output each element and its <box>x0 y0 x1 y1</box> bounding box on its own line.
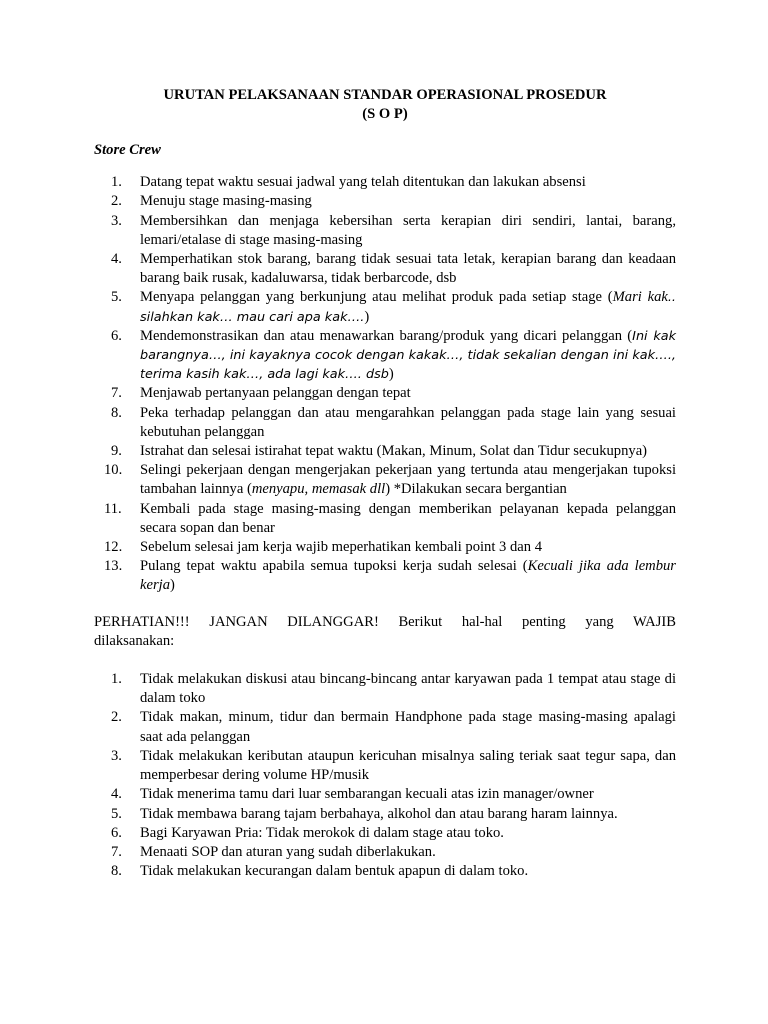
item-number: 7. <box>111 385 122 402</box>
item-italic-text: menyapu, memasak dll <box>251 481 386 498</box>
item-text: Datang tepat waktu sesuai jadwal yang telah ditentukan dan lakukan absensi <box>140 174 586 191</box>
item-number: 3. <box>111 212 122 229</box>
list-item <box>94 785 676 804</box>
item-italic-text: Kecuali jika ada lembur kerja <box>140 558 676 594</box>
warning-notice <box>94 613 676 651</box>
item-number: 13. <box>104 558 123 575</box>
item-text: Tidak melakukan keributan ataupun kericuhan misalnya saling teriak saat tegur sapa, dan memperbesar dering volume HP/musik <box>140 747 676 784</box>
list-item <box>94 747 676 785</box>
store-crew-list <box>94 173 676 595</box>
item-number: 2. <box>111 193 122 210</box>
list-item <box>94 173 676 192</box>
list-item <box>94 557 676 595</box>
item-text: Membersihkan dan menjaga kebersihan serta kerapian diri sendiri, lantai, barang, lemari/etalase di stage masing-masing <box>140 212 676 248</box>
list-item <box>94 288 676 326</box>
item-text: Mendemonstrasikan dan atau menawarkan barang/produk yang dicari pelanggan ( <box>140 327 633 344</box>
item-number: 4. <box>111 786 122 803</box>
item-number: 5. <box>111 805 122 822</box>
item-text: Sebelum selesai jam kerja wajib meperhatikan kembali point 3 dan 4 <box>140 539 543 556</box>
list-item <box>94 327 676 385</box>
list-item <box>94 843 676 862</box>
item-italic-text: Ini kak barangnya…, ini kayaknya cocok dengan kakak…, tidak sekalian dengan ini kak…., terima kasih kak…, ada lagi kak…. dsb <box>140 328 676 383</box>
item-number: 6. <box>111 824 122 841</box>
list-item <box>94 192 676 211</box>
document-title <box>94 86 676 124</box>
item-text: Pulang tepat waktu apabila semua tupoksi kerja sudah selesai ( <box>140 558 528 575</box>
item-italic-text: Mari kak <box>612 289 668 306</box>
item-number: 12. <box>104 539 123 556</box>
item-number: 4. <box>111 251 122 268</box>
item-text: Tidak membawa barang tajam berbahaya, alkohol dan atau barang haram lainnya. <box>140 805 618 822</box>
item-text: Tidak menerima tamu dari luar sembarangan kecuali atas izin manager/owner <box>140 786 594 803</box>
list-item <box>94 404 676 442</box>
list-item <box>94 212 676 250</box>
list-item <box>94 250 676 288</box>
list-item <box>94 670 676 708</box>
item-text: Istrahat dan selesai istirahat tepat waktu (Makan, Minum, Solat dan Tidur secukupnya) <box>140 443 648 460</box>
item-text-end: ) <box>388 366 394 383</box>
title-line-2: (S O P) <box>362 106 408 122</box>
rules-list <box>94 670 676 881</box>
item-number: 10. <box>104 462 123 479</box>
title-line-1: URUTAN PELAKSANAAN STANDAR OPERASIONAL PROSEDUR <box>163 87 607 103</box>
item-number: 9. <box>111 443 122 460</box>
item-text-end: ) *Dilakukan secara bergantian <box>385 481 567 498</box>
item-text: Tidak makan, minum, tidur dan bermain Handphone pada stage masing-masing apalagi saat ada pelanggan <box>140 709 676 745</box>
item-number: 8. <box>111 404 122 421</box>
section-label-store-crew: Store Crew <box>94 142 161 158</box>
list-item <box>94 538 676 557</box>
item-text: Menyapa pelanggan yang berkunjung atau melihat produk pada setiap stage ( <box>140 289 613 306</box>
item-text-end: ) <box>364 308 370 325</box>
list-item <box>94 708 676 746</box>
item-text-end: ) <box>170 577 175 594</box>
item-italic-text: .. silahkan kak… mau cari apa kak…. <box>140 290 676 325</box>
item-text: Bagi Karyawan Pria: Tidak merokok di dalam stage atau toko. <box>140 824 504 841</box>
item-text: Tidak melakukan kecurangan dalam bentuk apapun di dalam toko. <box>140 863 529 880</box>
item-number: 5. <box>111 289 122 306</box>
item-number: 7. <box>111 843 122 860</box>
item-text: Memperhatikan stok barang, barang tidak sesuai tata letak, kerapian barang dan keadaan barang baik rusak, kadaluwarsa, tidak berbarcode, dsb <box>140 251 676 287</box>
item-text: Selingi pekerjaan dengan mengerjakan pekerjaan yang tertunda atau mengerjakan tupoksi tambahan lainnya ( <box>140 462 676 498</box>
item-number: 1. <box>111 671 122 688</box>
item-number: 11. <box>104 500 122 517</box>
item-number: 1. <box>111 174 122 191</box>
item-text: Menjawab pertanyaan pelanggan dengan tepat <box>140 385 411 402</box>
notice-line-1: PERHATIAN!!! JANGAN DILANGGAR! Berikut hal-hal penting yang WAJIB <box>94 613 676 630</box>
document-page <box>94 86 676 881</box>
list-item <box>94 805 676 824</box>
notice-line-2: dilaksanakan: <box>94 632 175 649</box>
item-text: Menuju stage masing-masing <box>140 193 312 210</box>
list-item <box>94 500 676 538</box>
list-item <box>94 862 676 881</box>
item-number: 8. <box>111 863 122 880</box>
item-number: 3. <box>111 747 122 764</box>
item-text: Menaati SOP dan aturan yang sudah diberlakukan. <box>140 843 436 860</box>
list-item <box>94 442 676 461</box>
item-text: Kembali pada stage masing-masing dengan memberikan pelayanan kepada pelanggan secara sopan dan benar <box>140 500 676 536</box>
list-item <box>94 461 676 499</box>
item-number: 6. <box>111 327 122 344</box>
item-text: Peka terhadap pelanggan dan atau mengarahkan pelanggan pada stage lain yang sesuai kebutuhan pelanggan <box>140 404 676 440</box>
list-item <box>94 384 676 403</box>
item-number: 2. <box>111 709 122 726</box>
item-text: Tidak melakukan diskusi atau bincang-bincang antar karyawan pada 1 tempat atau stage di dalam toko <box>140 671 676 707</box>
list-item <box>94 824 676 843</box>
